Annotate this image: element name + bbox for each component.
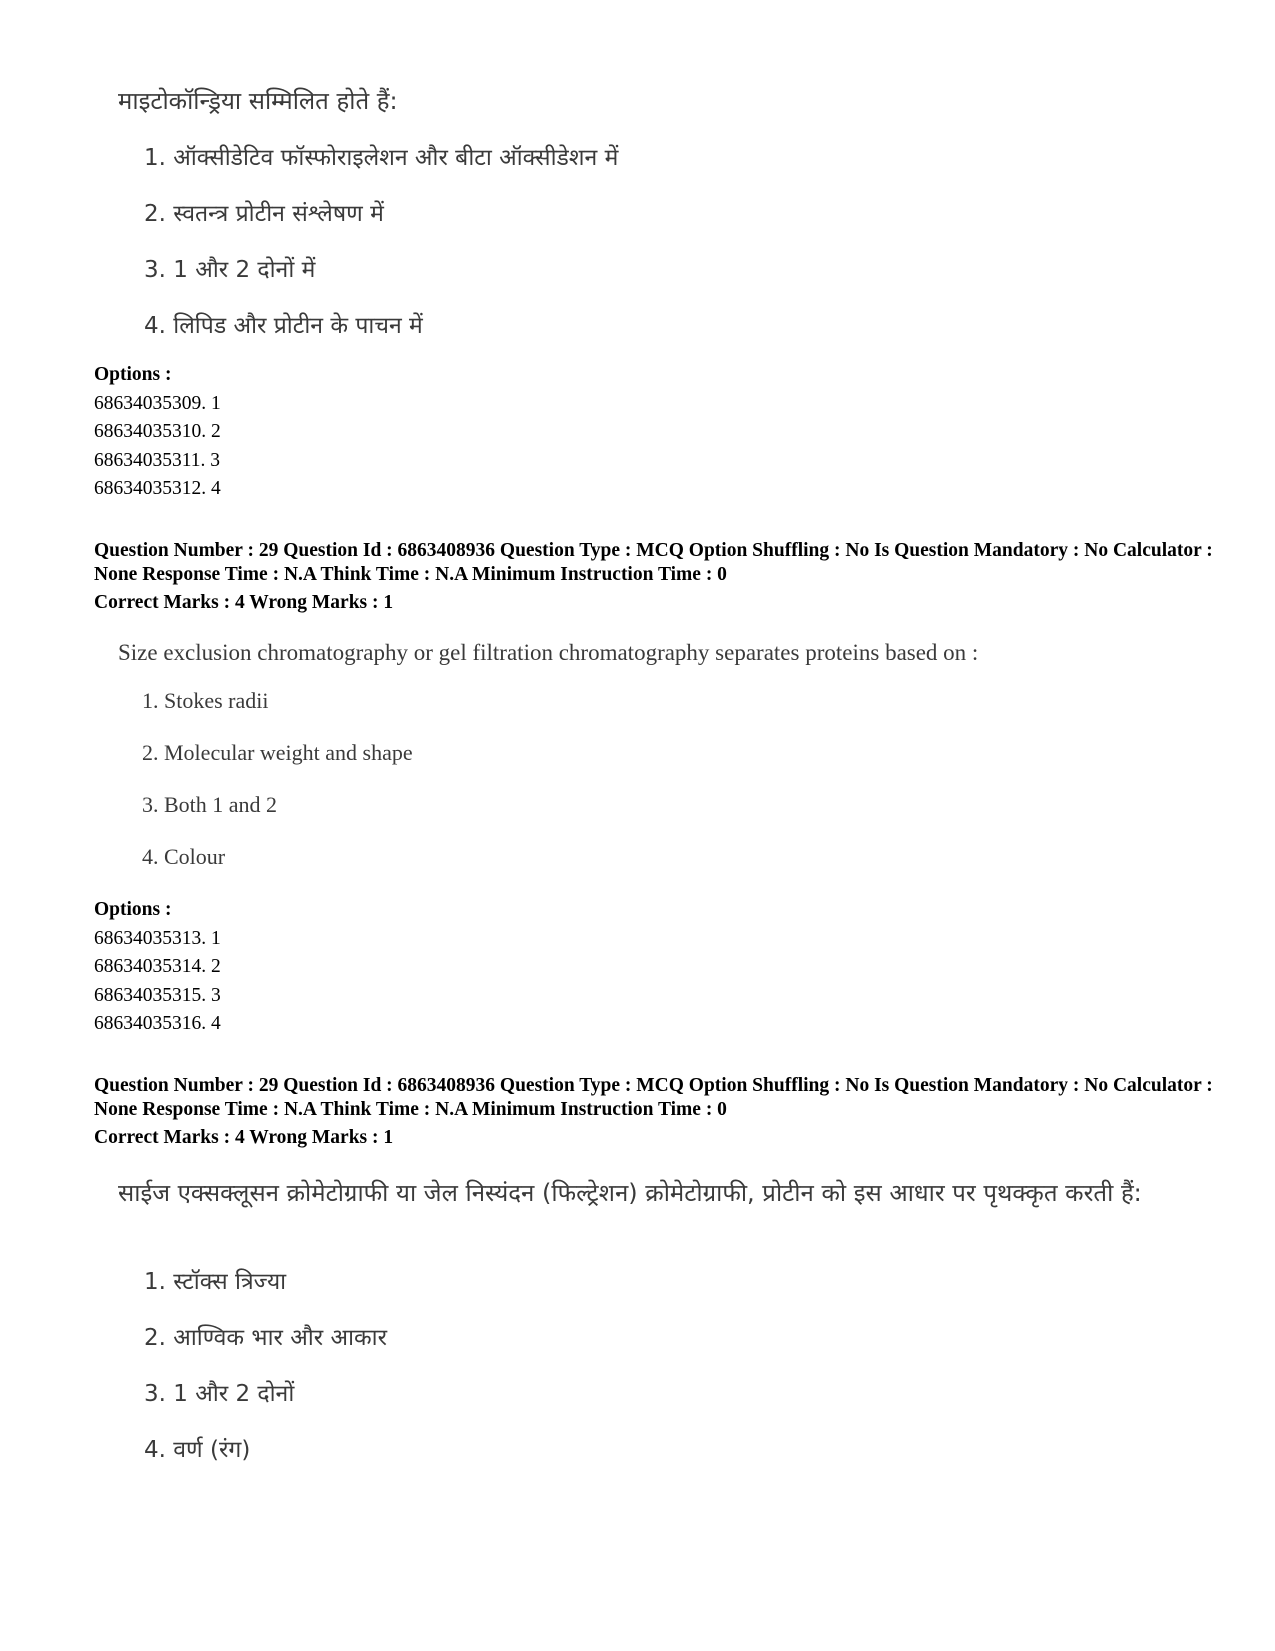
choice-4: 4. लिपिड और प्रोटीन के पाचन में	[144, 313, 423, 339]
option-item: 68634035316. 4	[94, 1013, 221, 1034]
option-item: 68634035314. 2	[94, 956, 221, 977]
options-label: Options :	[94, 899, 172, 920]
choice-3: 3. 1 और 2 दोनों	[144, 1381, 295, 1407]
question-header: Question Number : 29 Question Id : 6863408936 Question Type : MCQ Option Shuffling : No Is Question Mandatory : No Calculator : None Response Time : N.A Think Time : N.A Minimum Instruction Time : 0	[94, 1075, 1213, 1120]
question-stem: माइटोकॉन्ड्रिया सम्मिलित होते हैं:	[118, 87, 398, 115]
choice-1: 1. Stokes radii	[142, 688, 269, 713]
choice-3: 3. Both 1 and 2	[142, 792, 278, 817]
question-image-hindi-mitochondria	[118, 84, 1178, 354]
options-label: Options :	[94, 364, 172, 385]
question-header: Question Number : 29 Question Id : 6863408936 Question Type : MCQ Option Shuffling : No Is Question Mandatory : No Calculator : None Response Time : N.A Think Time : N.A Minimum Instruction Time : 0	[94, 540, 1213, 585]
options-list	[94, 896, 221, 1039]
choice-1: 1. स्टॉक्स त्रिज्या	[144, 1269, 287, 1295]
option-item: 68634035310. 2	[94, 421, 221, 442]
marks-line: Correct Marks : 4 Wrong Marks : 1	[94, 592, 394, 613]
marks-line: Correct Marks : 4 Wrong Marks : 1	[94, 1127, 394, 1148]
choice-2: 2. Molecular weight and shape	[142, 740, 413, 765]
question-image-hindi-chromatography	[118, 1176, 1178, 1476]
choice-4: 4. Colour	[142, 844, 226, 869]
option-item: 68634035313. 1	[94, 927, 221, 949]
option-item: 68634035315. 3	[94, 984, 221, 1006]
options-list	[94, 361, 221, 504]
choice-2: 2. स्वतन्त्र प्रोटीन संश्लेषण में	[144, 201, 384, 227]
question-meta	[94, 1074, 1214, 1150]
question-image-english-chromatography	[118, 636, 1178, 886]
option-item: 68634035311. 3	[94, 449, 221, 471]
choice-2: 2. आण्विक भार और आकार	[144, 1325, 388, 1351]
question-stem: Size exclusion chromatography or gel filtration chromatography separates proteins based on :	[118, 640, 979, 665]
choice-1: 1. ऑक्सीडेटिव फॉस्फोराइलेशन और बीटा ऑक्सीडेशन में	[144, 145, 619, 171]
question-meta	[94, 539, 1214, 615]
choice-4: 4. वर्ण (रंग)	[144, 1437, 251, 1463]
choice-3: 3. 1 और 2 दोनों में	[144, 257, 316, 283]
question-stem: साईज एक्सक्लूसन क्रोमेटोग्राफी या जेल निस्यंदन (फिल्ट्रेशन) क्रोमेटोग्राफी, प्रोटीन को इस आधार पर पृथक्कृत करती हैं:	[118, 1179, 1142, 1207]
option-item: 68634035309. 1	[94, 392, 221, 414]
option-item: 68634035312. 4	[94, 478, 221, 499]
